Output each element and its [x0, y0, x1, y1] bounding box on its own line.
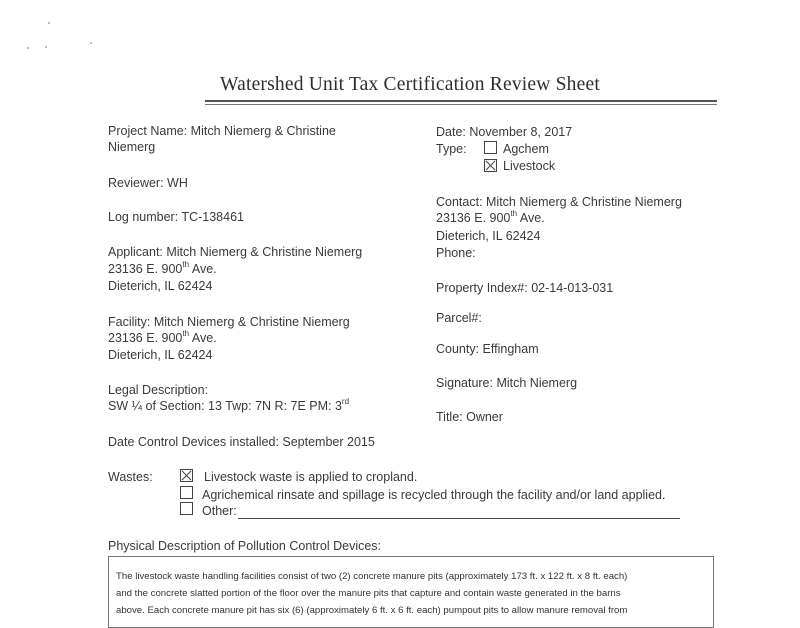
applicant-city: Dieterich, IL 62424 — [108, 279, 213, 293]
county: County: Effingham — [436, 342, 539, 356]
scan-speck — [45, 46, 47, 48]
signature: Signature: Mitch Niemerg — [436, 376, 578, 390]
parcel: Parcel#: — [436, 311, 482, 325]
legal-description: SW ¼ of Section: 13 Twp: 7N R: 7E PM: 3rd — [108, 396, 350, 413]
scan-speck — [27, 47, 29, 49]
project-name: Project Name: Mitch Niemerg & Christine — [108, 124, 336, 138]
waste-other-label: Other: — [202, 504, 237, 518]
waste-agrichemical-checkbox[interactable] — [180, 486, 193, 499]
page-title: Watershed Unit Tax Certification Review Sheet — [220, 74, 600, 95]
contact-city: Dieterich, IL 62424 — [436, 229, 541, 243]
owner-title: Title: Owner — [436, 410, 503, 424]
physical-description-heading: Physical Description of Pollution Control Devices: — [108, 539, 382, 553]
scan-speck — [48, 22, 50, 24]
phone: Phone: — [436, 246, 476, 260]
contact-name: Contact: Mitch Niemerg & Christine Niemerg — [436, 195, 682, 209]
legal-description-label: Legal Description: — [108, 383, 209, 397]
date-installed: Date Control Devices installed: September 2015 — [108, 435, 375, 449]
facility-name: Facility: Mitch Niemerg & Christine Niemerg — [108, 315, 350, 329]
type-livestock-label: Livestock — [503, 159, 556, 173]
scan-speck — [90, 42, 92, 44]
waste-livestock-label: Livestock waste is applied to cropland. — [204, 470, 418, 484]
title-rule-thin — [205, 104, 717, 105]
log-number: Log number: TC-138461 — [108, 210, 244, 224]
waste-other-checkbox[interactable] — [180, 502, 193, 515]
type-label: Type: — [436, 142, 467, 156]
reviewer: Reviewer: WH — [108, 176, 188, 190]
project-name-cont: Niemerg — [108, 140, 156, 154]
wastes-label: Wastes: — [108, 470, 153, 484]
physical-description-line: and the concrete slatted portion of the floor over the manure pits that capture and contain waste generated in the barns — [116, 588, 621, 599]
type-agchem-label: Agchem — [503, 142, 549, 156]
other-underline — [238, 518, 680, 519]
applicant-street: 23136 E. 900th Ave. — [108, 259, 217, 276]
applicant-name: Applicant: Mitch Niemerg & Christine Niemerg — [108, 245, 363, 259]
waste-livestock-checkbox[interactable] — [180, 469, 193, 482]
title-rule — [205, 100, 717, 102]
physical-description-line: The livestock waste handling facilities consist of two (2) concrete manure pits (approximately 173 ft. x 122 ft. x 8 ft. each) — [116, 571, 628, 582]
date: Date: November 8, 2017 — [436, 125, 573, 139]
facility-city: Dieterich, IL 62424 — [108, 348, 213, 362]
waste-agrichemical-label: Agrichemical rinsate and spillage is recycled through the facility and/or land applied. — [202, 488, 666, 502]
type-livestock-checkbox[interactable] — [484, 159, 497, 172]
property-index: Property Index#: 02-14-013-031 — [436, 281, 614, 295]
physical-description-line: above. Each concrete manure pit has six (6) (approximately 6 ft. x 6 ft. each) pumpout pits to allow manure removal from — [116, 605, 628, 616]
contact-street: 23136 E. 900th Ave. — [436, 208, 545, 225]
type-agchem-checkbox[interactable] — [484, 141, 497, 154]
facility-street: 23136 E. 900th Ave. — [108, 328, 217, 345]
